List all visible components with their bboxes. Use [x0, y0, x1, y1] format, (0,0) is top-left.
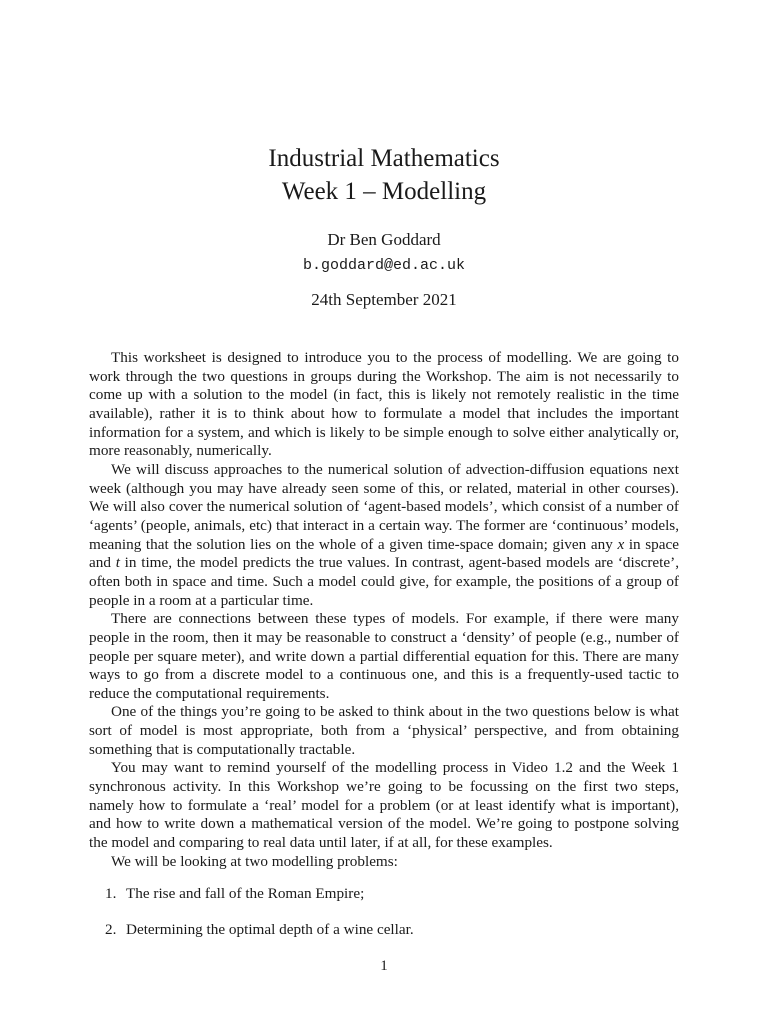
- paragraph-model-choice: One of the things you’re going to be asked to think about in the two questions below is what sort of model is most appropriate, both from a ‘physical’ perspective, and from obtaining something that is computationally tractable.: [89, 703, 679, 758]
- author-email: b.goddard@ed.ac.uk: [302, 257, 466, 274]
- math-variable-x: x: [617, 535, 625, 553]
- list-item-text: The rise and fall of the Roman Empire;: [126, 885, 365, 902]
- list-item-number: 1.: [105, 885, 117, 902]
- paragraph-approaches-part-3: in time, the model predicts the true values. In contrast, agent-based models are ‘discrete’, often both in space and time. Such a model could give, for example, the positions of a group of people in a room at a particular time.: [89, 554, 679, 609]
- math-variable-t: t: [115, 554, 120, 572]
- document-title-line-1: Industrial Mathematics: [268, 145, 500, 172]
- paragraph-approaches-part-1: We will discuss approaches to the numerical solution of advection-diffusion equations next week (although you may have already seen some of this, or related, material in other courses). We will also cover the numerical solution of ‘agent-based models’, which consist of a number of ‘agents’ (people, animals, etc) that interact in a certain way. The former are ‘continuous’ models, meaning that the solution lies on the whole of a given time-space domain; given any: [89, 460, 679, 553]
- list-item-text: Determining the optimal depth of a wine cellar.: [126, 920, 414, 938]
- paragraph-modelling-process: You may want to remind yourself of the modelling process in Video 1.2 and the Week 1 synchronous activity. In this Workshop we’re going to be focussing on the first two steps, namely how to formulate a ‘real’ model for a problem (or at least identify what is important), and how to write down a mathematical version of the model. We’re going to postpone solving the model and comparing to real data until later, if at all, for these examples.: [89, 759, 679, 852]
- paragraph-approaches: [89, 461, 679, 610]
- list-item: [89, 921, 679, 940]
- paragraph-approaches-part-2: in space and: [89, 535, 680, 572]
- author-name: Dr Ben Goddard: [327, 230, 441, 249]
- list-item-number: 2.: [105, 920, 117, 938]
- document-date: 24th September 2021: [311, 290, 457, 309]
- paragraph-intro: This worksheet is designed to introduce you to the process of modelling. We are going to work through the two questions in groups during the Workshop. The aim is not necessarily to come up with a solution to the model (in fact, this is likely not remotely realistic in the time available), rather it is to think about how to formulate a model that includes the important information for a system, and which is likely to be simple enough to solve either analytically or, more reasonably, numerically.: [89, 349, 679, 460]
- document-title-line-2: Week 1 – Modelling: [281, 178, 487, 205]
- page-number: 1: [380, 958, 388, 974]
- list-item: [89, 885, 679, 904]
- problem-list: [89, 885, 679, 956]
- paragraph-problems-intro: We will be looking at two modelling problems:: [111, 852, 398, 870]
- paragraph-connections: There are connections between these types of models. For example, if there were many people in the room, then it may be reasonable to construct a ‘density’ of people (e.g., number of people per square meter), and write down a partial differential equation for this. There are many ways to go from a discrete model to a continuous one, and this is a frequently-used tactic to reduce the computational requirements.: [89, 610, 679, 702]
- body-text: [89, 349, 679, 871]
